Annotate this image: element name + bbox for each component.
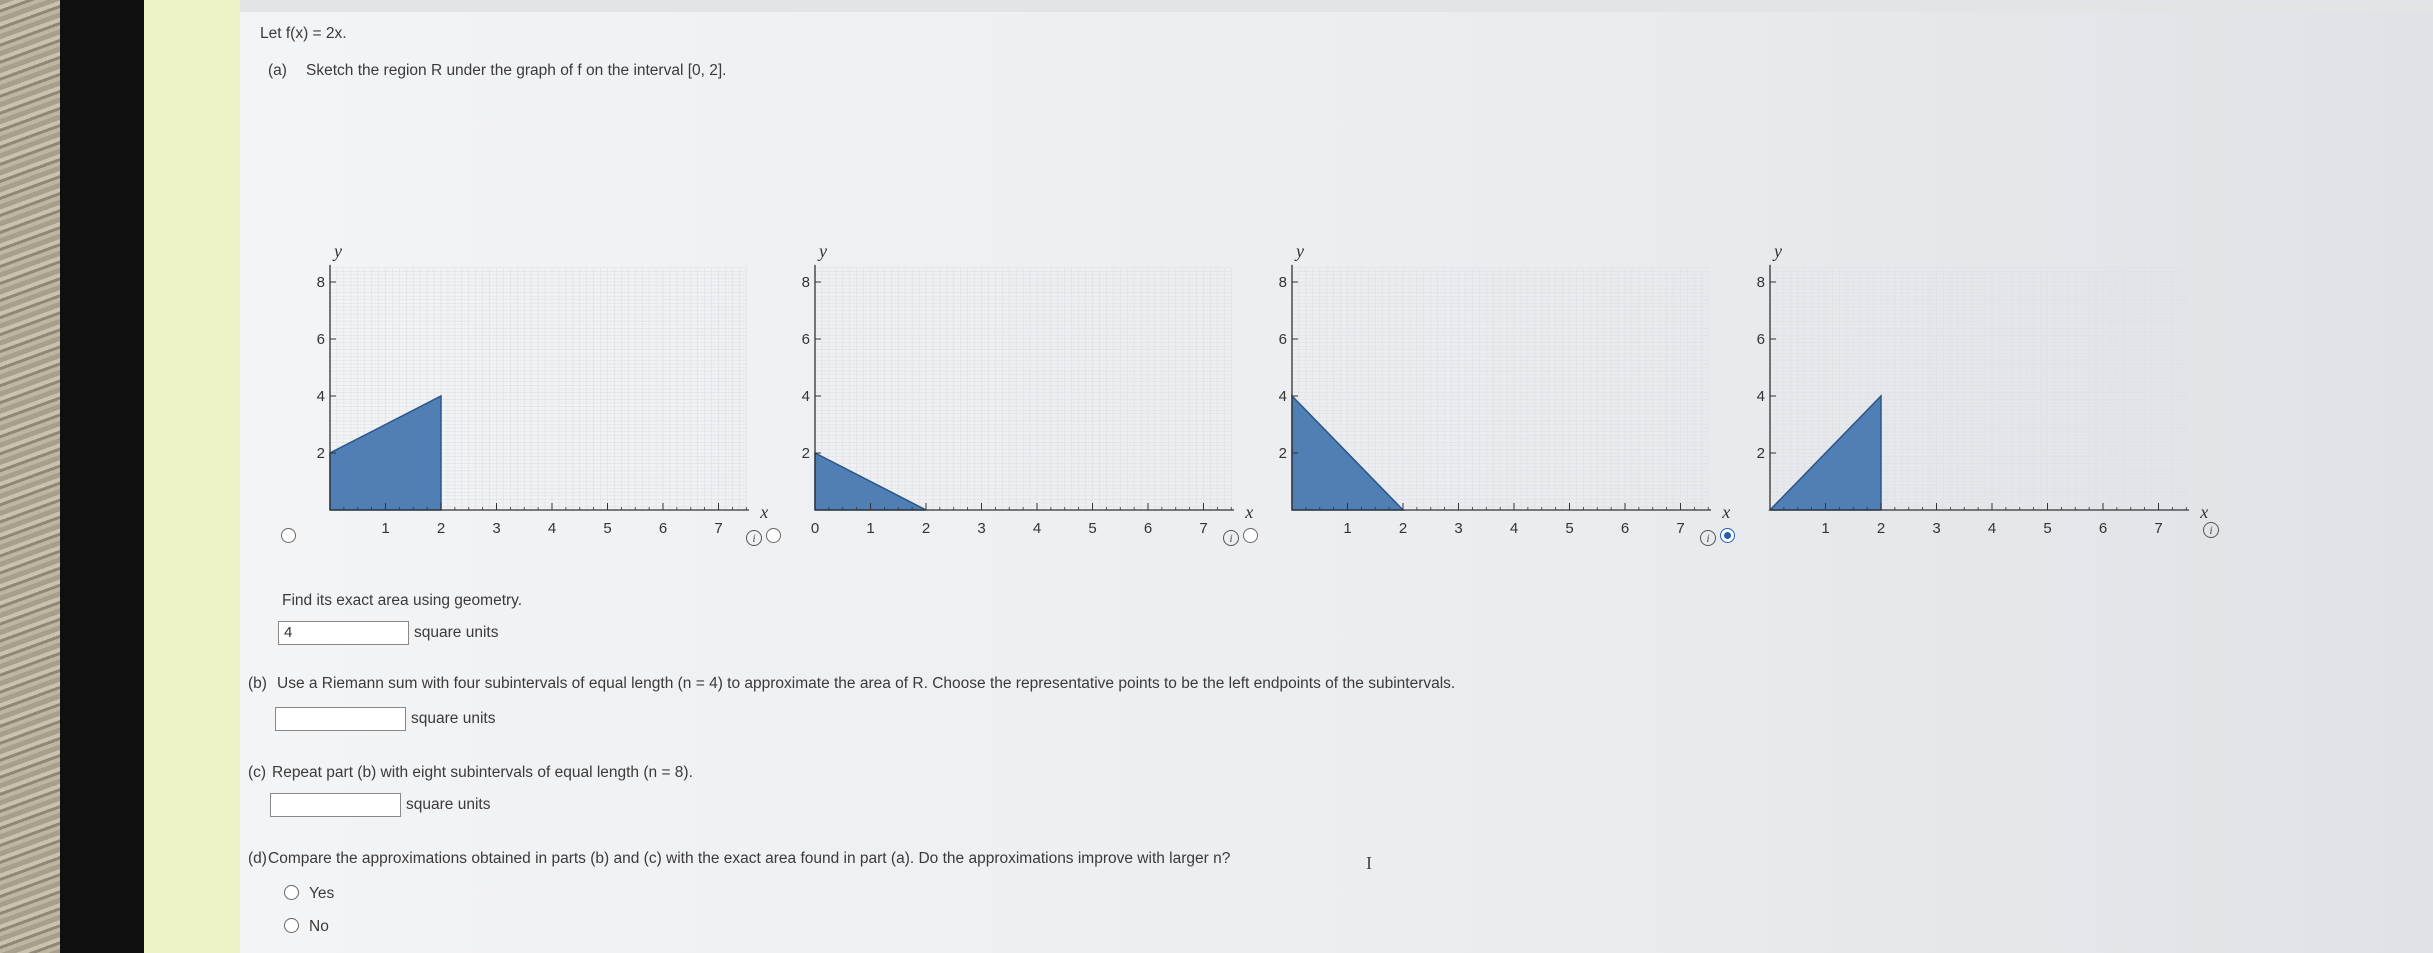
graph-option-4-info-icon[interactable]: i: [2203, 522, 2219, 538]
part-d-text: Compare the approximations obtained in parts (b) and (c) with the exact area found in part (a). Do the approximations improve with larger n?: [268, 850, 1231, 867]
x-axis-label: x: [2200, 502, 2209, 522]
graph-option-1: [300, 100, 769, 550]
exact-area-units: square units: [414, 624, 499, 641]
x-tick-label-2: 2: [921, 520, 931, 537]
x-tick-label-2: 2: [436, 520, 446, 537]
x-tick-label-6: 6: [658, 520, 668, 537]
y-axis-label: y: [334, 240, 342, 261]
answer-yes-radio[interactable]: [284, 885, 299, 900]
graph-option-2-info-icon[interactable]: i: [1223, 530, 1239, 546]
x-tick-label-3: 3: [492, 520, 501, 537]
x-axis-label: x: [1245, 502, 1254, 522]
x-tick-label-0: 0: [810, 520, 820, 537]
y-tick-label-4: 4: [1278, 388, 1287, 405]
part-c-text: Repeat part (b) with eight subintervals of equal length (n = 8).: [272, 764, 693, 781]
graph-option-3-radio[interactable]: [1243, 528, 1258, 543]
part-b-units: square units: [411, 710, 496, 727]
x-tick-label-4: 4: [1509, 520, 1519, 537]
x-tick-label-1: 1: [1343, 520, 1352, 537]
graph-option-3-info-icon[interactable]: i: [1700, 530, 1716, 546]
y-tick-label-2: 2: [1756, 445, 1765, 462]
y-tick-label-4: 4: [801, 388, 810, 405]
graph-option-1-info-icon[interactable]: i: [746, 530, 762, 546]
y-tick-label-4: 4: [316, 388, 325, 405]
y-tick-label-6: 6: [1756, 331, 1765, 348]
y-tick-label-2: 2: [1278, 445, 1287, 462]
exact-area-input[interactable]: 4: [278, 621, 409, 645]
part-c-units: square units: [406, 796, 491, 813]
y-axis-label: y: [1296, 240, 1304, 261]
x-tick-label-5: 5: [603, 520, 612, 537]
x-axis-label: x: [760, 502, 769, 522]
y-tick-label-6: 6: [801, 331, 810, 348]
y-tick-label-2: 2: [316, 445, 325, 462]
y-tick-label-6: 6: [1278, 331, 1287, 348]
answer-no-label: No: [309, 918, 329, 935]
x-tick-label-1: 1: [381, 520, 390, 537]
problem-page: [240, 0, 2433, 953]
x-tick-label-1: 1: [866, 520, 875, 537]
x-tick-label-7: 7: [714, 520, 723, 537]
y-axis-label: y: [819, 240, 827, 261]
page-left-margin: [144, 0, 240, 953]
x-tick-label-4: 4: [1987, 520, 1997, 537]
graph-option-1-radio[interactable]: [281, 528, 296, 543]
y-tick-label-6: 6: [316, 331, 325, 348]
x-tick-label-2: 2: [1876, 520, 1886, 537]
x-tick-label-6: 6: [2098, 520, 2108, 537]
x-tick-label-3: 3: [1454, 520, 1463, 537]
grid: [815, 268, 1231, 510]
y-tick-label-4: 4: [1756, 388, 1765, 405]
y-axis-label: y: [1774, 240, 1782, 261]
x-tick-label-5: 5: [1088, 520, 1097, 537]
answer-no-radio[interactable]: [284, 918, 299, 933]
x-tick-label-5: 5: [1565, 520, 1574, 537]
y-tick-label-8: 8: [801, 274, 810, 291]
y-tick-label-2: 2: [801, 445, 810, 462]
x-tick-label-7: 7: [1199, 520, 1208, 537]
top-bar: [240, 0, 2433, 12]
x-tick-label-6: 6: [1143, 520, 1153, 537]
part-b-text: Use a Riemann sum with four subintervals of equal length (n = 4) to approximate the area of R. Choose the representative points to be the left endpoints of the subintervals.: [277, 675, 1456, 692]
part-c-input[interactable]: [270, 793, 401, 817]
graph-option-2-radio[interactable]: [766, 528, 781, 543]
part-d-label: (d): [248, 850, 267, 867]
y-tick-label-8: 8: [1278, 274, 1287, 291]
x-tick-label-2: 2: [1398, 520, 1408, 537]
part-a-text: Sketch the region R under the graph of f on the interval [0, 2].: [306, 62, 727, 79]
y-tick-label-8: 8: [1756, 274, 1765, 291]
part-c-label: (c): [248, 764, 267, 781]
y-tick-label-8: 8: [316, 274, 325, 291]
answer-yes-label: Yes: [309, 885, 335, 902]
part-b-label: (b): [248, 675, 267, 692]
x-tick-label-4: 4: [547, 520, 557, 537]
graph-option-3: [1262, 100, 1731, 550]
graph-option-4-radio[interactable]: [1720, 528, 1735, 543]
text-cursor-icon: I: [1366, 853, 1372, 873]
monitor-bezel: [60, 0, 144, 953]
function-definition: Let f(x) = 2x.: [260, 25, 347, 42]
x-tick-label-3: 3: [1932, 520, 1941, 537]
x-tick-label-3: 3: [977, 520, 986, 537]
x-tick-label-4: 4: [1032, 520, 1042, 537]
geometry-prompt: Find its exact area using geometry.: [282, 592, 523, 609]
graph-option-2: [785, 100, 1254, 550]
part-a-label: (a): [268, 62, 287, 79]
x-tick-label-5: 5: [2043, 520, 2052, 537]
graph-option-4: [1740, 100, 2209, 550]
x-tick-label-6: 6: [1620, 520, 1630, 537]
x-tick-label-1: 1: [1821, 520, 1830, 537]
part-b-input[interactable]: [275, 707, 406, 731]
x-axis-label: x: [1722, 502, 1731, 522]
x-tick-label-7: 7: [2154, 520, 2163, 537]
x-tick-label-7: 7: [1676, 520, 1685, 537]
